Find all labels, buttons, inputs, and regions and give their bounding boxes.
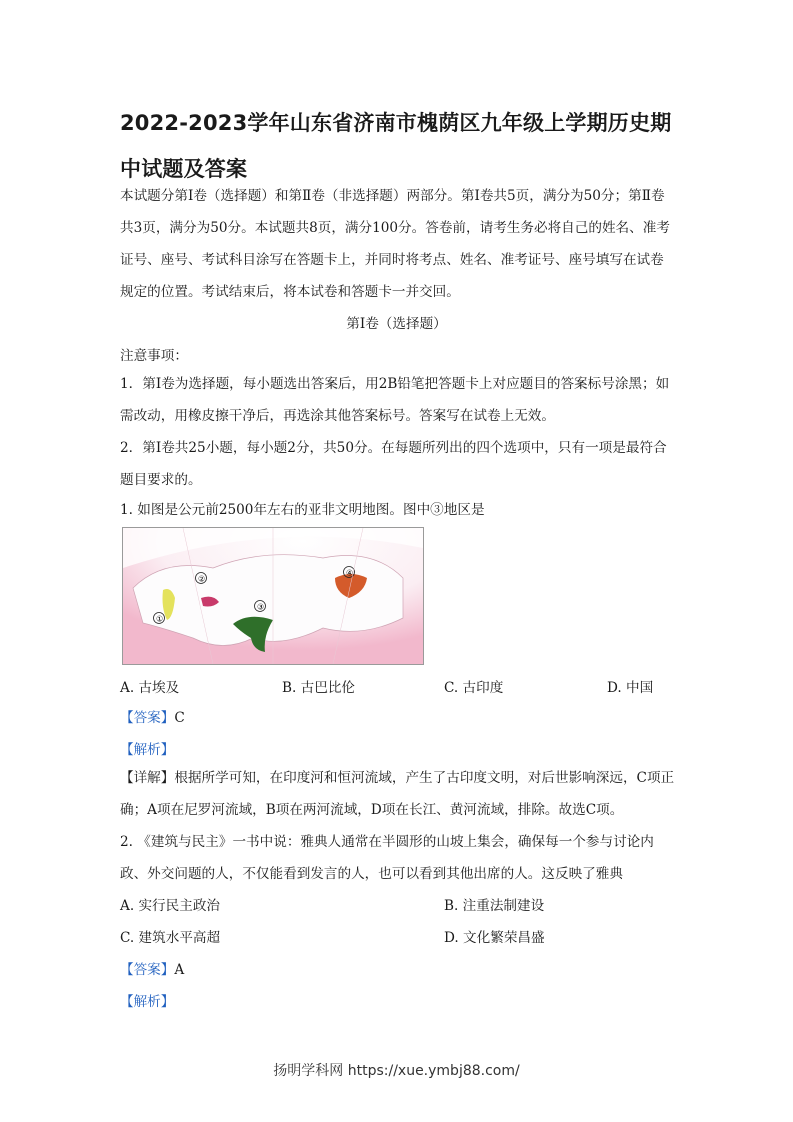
map-marker-2: ② [198, 574, 206, 584]
q2-analysis-tag: 【解析】 [120, 994, 175, 1010]
q1-option-b: B. 古巴比伦 [282, 680, 356, 696]
q1-detail-text: 根据所学可知，在印度河和恒河流域，产生了古印度文明，对后世影响深远，C项正确；A项在尼罗河流域，B项在两河流域，D项在长江、黄河流域，排除。故选C项。 [120, 770, 675, 818]
notice-item-1: 1．第Ⅰ卷为选择题，每小题选出答案后，用2B铅笔把答题卡上对应题目的答案标号涂黑；如需改动，用橡皮擦干净后，再选涂其他答案标号。答案写在试卷上无效。 [120, 376, 670, 424]
map-marker-1: ① [156, 614, 164, 624]
map-marker-4: ④ [346, 568, 354, 578]
question-2-stem: 2. 《建筑与民主》一书中说：雅典人通常在半圆形的山坡上集会，确保每一个参与讨论内政、外交问题的人，不仅能看到发言的人，也可以看到其他出席的人。这反映了雅典 [120, 834, 654, 882]
asia-africa-civilization-map [122, 527, 424, 665]
q1-option-c: C. 古印度 [444, 680, 504, 696]
q2-answer-value: A [174, 962, 185, 978]
document-title: 2022-2023学年山东省济南市槐荫区九年级上学期历史期中试题及答案 [120, 111, 672, 181]
q1-answer-value: C [174, 710, 185, 726]
q1-detail-tag: 【详解】 [120, 770, 175, 786]
page-footer: 扬明学科网 https://xue.ymbj88.com/ [273, 1063, 520, 1079]
q2-option-d: D. 文化繁荣昌盛 [444, 930, 545, 946]
notice-item-2: 2．第Ⅰ卷共25小题，每小题2分，共50分。在每题所列出的四个选项中，只有一项是最符合题目要求的。 [120, 440, 667, 488]
q2-option-a: A. 实行民主政治 [120, 898, 221, 914]
q2-answer [120, 958, 184, 978]
q1-answer [120, 706, 185, 726]
q1-analysis-tag: 【解析】 [120, 742, 175, 758]
notice-title: 注意事项： [120, 348, 188, 364]
q1-option-d: D. 中国 [607, 680, 654, 696]
q1-answer-tag: 【答案】 [120, 710, 175, 726]
question-1-stem: 1. 如图是公元前2500年左右的亚非文明地图。图中③地区是 [120, 502, 485, 518]
q1-analysis [120, 738, 174, 758]
q2-answer-tag: 【答案】 [120, 962, 175, 978]
q2-option-c: C. 建筑水平高超 [120, 930, 221, 946]
section-title: 第Ⅰ卷（选择题） [346, 316, 447, 332]
intro-paragraph: 本试题分第Ⅰ卷（选择题）和第Ⅱ卷（非选择题）两部分。第Ⅰ卷共5页，满分为50分；第Ⅱ卷共3页，满分为50分。本试题共8页，满分100分。答卷前，请考生务必将自己的姓名、准考证号、座号、考试科目涂写在答题卡上，并同时将考点、姓名、准考证号、座号填写在试卷规定的位置。考试结束后，将本试卷和答题卡一并交回。 [120, 188, 670, 300]
q1-option-a: A. 古埃及 [120, 680, 180, 696]
q2-analysis [120, 990, 174, 1010]
map-marker-3: ③ [257, 602, 265, 612]
q1-detail [120, 762, 676, 826]
q2-option-b: B. 注重法制建设 [444, 898, 545, 914]
map-illustration [123, 528, 423, 664]
